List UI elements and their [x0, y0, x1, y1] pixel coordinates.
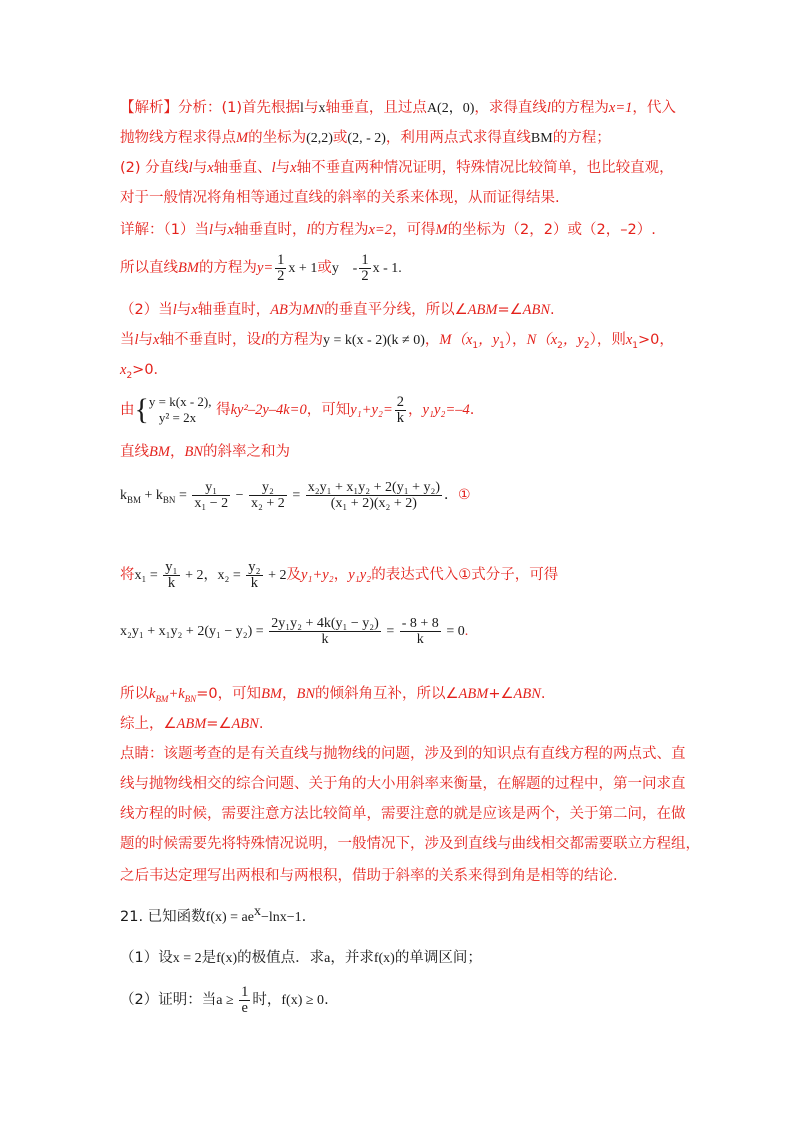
detail-line-7: 直线BM，BN的斜率之和为 [120, 444, 290, 460]
problem-21-part-1: （1）设x = 2是f(x)的极值点．求a，并求f(x)的单调区间； [120, 950, 482, 966]
left-brace: { [134, 393, 149, 426]
comment-line-1: 点睛：该题考查的是有关直线与抛物线的问题，涉及到的知识点有直线方程的两点式、直 [120, 746, 686, 762]
problem-21-part-2: （2）证明：当a ≥ $\frac{1}{e}$ 时，f(x) ≥ 0. [120, 983, 329, 1016]
fraction-half-2: $\frac{1}{2}$ [361, 251, 369, 284]
problem-21-title: 21. 已知函数$f(x) = ae^x-\ln x-1$. [120, 904, 307, 925]
detail-line-6: 由{ y = k(x - 2), y² = 2x 得ky²–2y–4k=0，可知y₁+y₂= $\frac{2}{k}$ ，y₁y₂=–4. [120, 393, 475, 426]
analysis-line-1: 【解析】分析：(1)首先根据l与x轴垂直，且过点A(2，0)，求得直线l的方程为x=1，代入 [120, 100, 676, 116]
analysis-tag: 【解析】 [120, 100, 178, 116]
analysis-line-3: (2) 分直线l与x轴垂直、l与x轴不垂直两种情况证明，特殊情况比较简单，也比较直观， [120, 160, 674, 176]
fraction-2-over-k: $\frac{2}{k}$ [396, 393, 404, 426]
comment-line-4: 题的时候需要先将特殊情况说明，一般情况下，涉及到直线与曲线相交都需要联立方程组， [120, 836, 700, 852]
numerator-equation: x₂y₁ + x₁y₂ + 2(y₁ − y₂) = $\frac{\text{2y₁y₂ + 4k(y₁ − y₂)}}{k}$ = $\frac{- 8 + 8}{k}$ = 0. [120, 616, 469, 648]
detail-line-3: （2）当l与x轴垂直时，AB为MN的垂直平分线，所以∠ABM=∠ABN. [120, 302, 555, 318]
detail-line-5: $x_2>0$． [120, 362, 169, 381]
comment-line-5: 之后韦达定理写出两根和与两根积，借助于斜率的关系来得到角是相等的结论. [120, 868, 618, 884]
analysis-line-2: 抛物线方程求得点M的坐标为(2,2)或(2, - 2)，利用两点式求得直线BM的方程； [120, 130, 611, 146]
detail-line-1: 详解：（1）当l与x轴垂直时，l的方程为x=2，可得M的坐标为（2，2）或（2，–2）. [120, 222, 656, 238]
detail-line-2: 所以直线BM的方程为y= $\frac{1}{2}$ x + 1或y - $\frac{1}{2}$ x - 1. [120, 251, 402, 284]
comment-line-2: 线与抛物线相交的综合问题、关于角的大小用斜率来衡量，在解题的过程中，第一问求直 [120, 776, 686, 792]
equation-system: y = k(x - 2), y² = 2x [148, 394, 212, 425]
comment-line-3: 线方程的时候，需要注意方法比较简单，需要注意的就是应该是两个，关于第二问，在做 [120, 806, 686, 822]
detail-line-8: 将x₁ = $\frac{\text{y₁}}{k}$ + 2，x₂ = $\frac{\text{y₂}}{k}$ + 2及y₁+y₂，y₁y₂的表达式代入①式分子，可得 [120, 558, 559, 591]
detail-line-4: 当l与x轴不垂直时，设l的方程为y = k(x - 2)(k ≠ 0)，$M(x_1$，$y_1$），$N(x_2$，$y_2$），则$x_1>0$， [120, 332, 674, 351]
analysis-line-4: 对于一般情况将角相等通过直线的斜率的关系来体现，从而证得结果. [120, 190, 560, 206]
detail-line-10: 综上，∠ABM=∠ABN. [120, 716, 264, 732]
fraction-half-1: $\frac{1}{2}$ [277, 251, 285, 284]
detail-line-9: 所以$k_{BM}+k_{BN}=0$，可知BM，BN的倾斜角互补，所以∠ABM+∠ABN. [120, 686, 546, 704]
slope-sum-equation: $k_{BM} + k_{BN}$ = $\frac{\text{y₁}}{\text{x₁ − 2}}$ − $\frac{\text{y₂}}{\text{x₂ + 2}}$ = $\frac{\text{x₂y₁ + x₁y₂ + 2(y₁ + y₂)}}{\text{(x₁ + 2)(x₂ + 2)}}$ ．① [120, 480, 471, 512]
circle-one-marker: ① [458, 487, 471, 503]
